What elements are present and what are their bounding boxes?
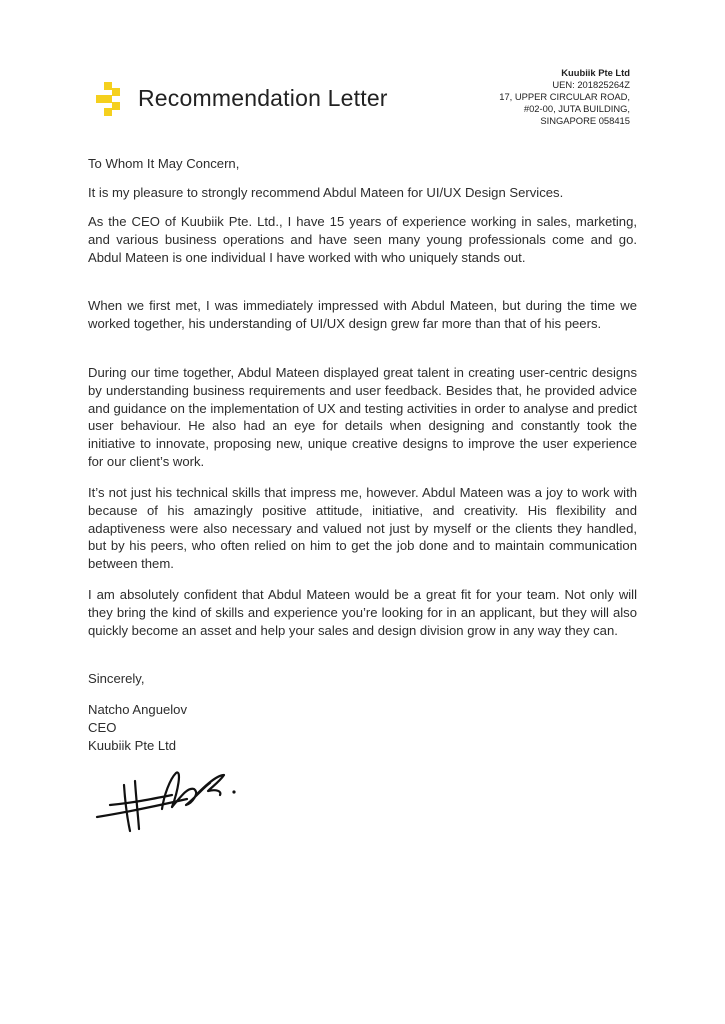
paragraph-text: It is my pleasure to strongly recommend Abdul Mateen for UI/UX Design Services. <box>88 185 564 200</box>
logo-square <box>104 95 112 103</box>
company-uen: UEN: 201825264Z <box>552 79 630 90</box>
logo-square <box>112 102 120 110</box>
letter-paragraph <box>88 184 637 202</box>
company-name: Kuubiik Pte Ltd <box>561 67 630 78</box>
letter-paragraph <box>88 364 637 471</box>
logo-square <box>96 95 104 103</box>
company-address-line: SINGAPORE 058415 <box>540 115 630 126</box>
paragraph-text: I am absolutely confident that Abdul Mateen would be a great fit for your team. Not only will they bring the kind of skills and experience you’re looking for in an applicant, but they will also quickly become an asset and help your sales and design division grow in any way they can. <box>88 587 637 638</box>
paragraph-text: It’s not just his technical skills that impress me, however. Abdul Mateen was a joy to work with because of his amazingly positive attitude, initiative, and creativity. His flexibility and adaptiveness were also necessary and valued not just by myself or the clients they handled, but by his peers, who often relied on him to get the job done and to maintain communication between them. <box>88 485 637 572</box>
company-address-line: #02-00, JUTA BUILDING, <box>523 103 630 114</box>
paragraph-text: As the CEO of Kuubiik Pte. Ltd., I have 15 years of experience working in sales, marketing, and various business operations and have seen many young professionals come and go. Abdul Mateen is one individual I have worked with who uniquely stands out. <box>88 214 637 265</box>
letter-paragraph <box>88 297 637 333</box>
company-address-block <box>499 67 630 127</box>
logo-square <box>112 88 120 96</box>
signer-role: CEO <box>88 719 117 735</box>
closing: Sincerely, <box>88 671 145 686</box>
letter-paragraph <box>88 213 637 266</box>
company-address-line: 17, UPPER CIRCULAR ROAD, <box>499 91 630 102</box>
paragraph-text: During our time together, Abdul Mateen displayed great talent in creating user-centric designs by understanding business requirements and user feedback. Besides that, he provided advice and guidance on the implementation of UX and testing activities in order to analyse and predict user behaviour. He also had an eye for details when designing and constantly took the initiative to innovate, proposing new, unique creative designs to improve the user experience for our client’s work. <box>88 365 637 469</box>
letter-paragraph <box>88 484 637 573</box>
letter-paragraph <box>88 586 637 639</box>
handwritten-signature <box>92 765 252 835</box>
signer-name: Natcho Anguelov <box>88 702 188 717</box>
salutation: To Whom It May Concern, <box>88 156 240 171</box>
logo-square <box>104 82 112 90</box>
signer-block <box>88 701 637 754</box>
signer-company: Kuubiik Pte Ltd <box>88 737 177 753</box>
logo-square <box>104 108 112 116</box>
document-title: Recommendation Letter <box>138 85 388 111</box>
paragraph-text: When we first met, I was immediately impressed with Abdul Mateen, but during the time we worked together, his understanding of UI/UX design grew far more than that of his peers. <box>88 298 637 331</box>
stacked-squares-logo-icon <box>96 82 120 116</box>
